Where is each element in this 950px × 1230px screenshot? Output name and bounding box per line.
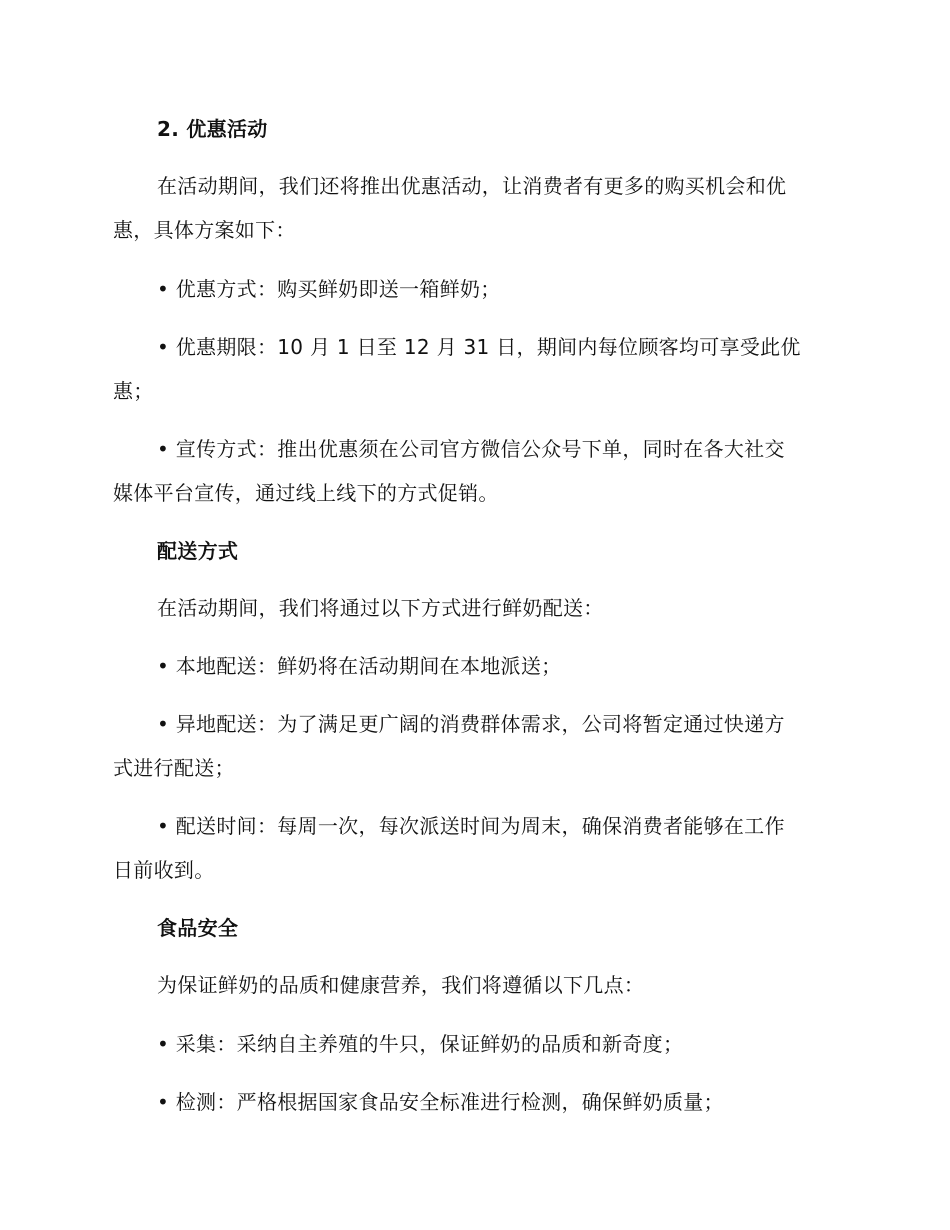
delivery-item-remote-line-1: • 异地配送：为了满足更广阔的消费群体需求，公司将暂定通过快递方 bbox=[157, 712, 785, 736]
section-heading-promotion: 2. 优惠活动 bbox=[157, 117, 268, 141]
section-intro-food-safety: 为保证鲜奶的品质和健康营养，我们将遵循以下几点： bbox=[157, 973, 645, 997]
section-intro-promotion-line-2: 惠，具体方案如下： bbox=[113, 218, 296, 242]
food-safety-item-collection: • 采集：采纳自主养殖的牛只，保证鲜奶的品质和新奇度； bbox=[157, 1032, 684, 1056]
delivery-item-time-line-1: • 配送时间：每周一次，每次派送时间为周末，确保消费者能够在工作 bbox=[157, 814, 785, 838]
section-intro-promotion-line-1: 在活动期间，我们还将推出优惠活动，让消费者有更多的购买机会和优 bbox=[157, 174, 787, 198]
food-safety-item-testing: • 检测：严格根据国家食品安全标准进行检测，确保鲜奶质量； bbox=[157, 1090, 724, 1114]
delivery-item-local: • 本地配送：鲜奶将在活动期间在本地派送； bbox=[157, 654, 562, 678]
promotion-item-period-line-2: 惠； bbox=[113, 379, 154, 403]
promotion-item-publicity-line-2: 媒体平台宣传，通过线上线下的方式促销。 bbox=[113, 481, 499, 505]
promotion-item-publicity-line-1: • 宣传方式：推出优惠须在公司官方微信公众号下单，同时在各大社交 bbox=[157, 437, 785, 461]
delivery-item-time-line-2: 日前收到。 bbox=[113, 858, 215, 882]
promotion-item-method: • 优惠方式：购买鲜奶即送一箱鲜奶； bbox=[157, 277, 501, 301]
delivery-item-remote-line-2: 式进行配送； bbox=[113, 756, 235, 780]
section-heading-food-safety: 食品安全 bbox=[157, 916, 239, 940]
promotion-item-period-line-1: • 优惠期限：10 月 1 日至 12 月 31 日，期间内每位顾客均可享受此优 bbox=[157, 335, 801, 359]
section-intro-delivery: 在活动期间，我们将通过以下方式进行鲜奶配送： bbox=[157, 596, 604, 620]
section-heading-delivery: 配送方式 bbox=[157, 539, 239, 563]
